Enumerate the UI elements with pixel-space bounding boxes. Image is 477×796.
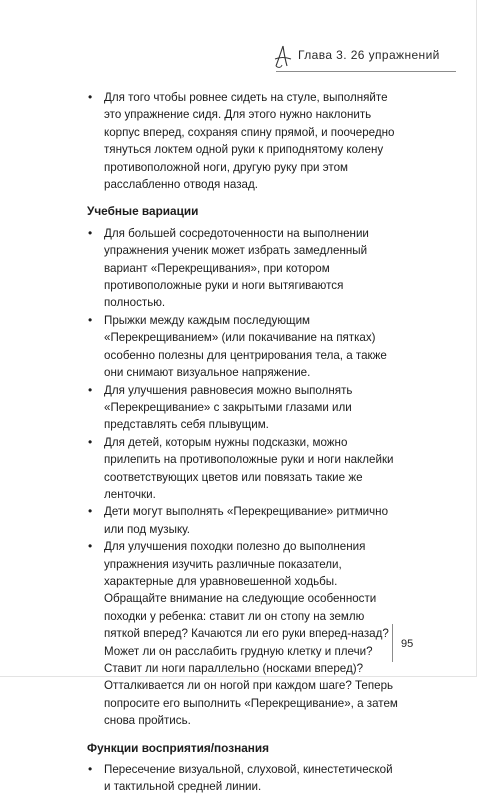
list-item-text: Для большей сосредоточенности на выполнении упражнения ученик может избрать замедленный вариант «Перекрещивания», при котором противоположные руки и ноги вытягиваются полностью. <box>104 226 369 310</box>
list-item <box>87 89 399 193</box>
list-item <box>87 225 399 312</box>
page-number-box <box>392 624 421 662</box>
list-item <box>87 382 399 434</box>
section-heading: Функции восприятия/познания <box>87 740 270 755</box>
bullet-icon: • <box>88 90 93 104</box>
intro-list <box>87 89 399 193</box>
section-heading: Учебные вариации <box>87 204 199 219</box>
list-item-text: Для улучшения равновесия можно выполнять «Перекрещивание» с закрытыми глазами или представлять себя плывущим. <box>104 383 353 432</box>
bullet-icon: • <box>88 434 93 449</box>
list-item <box>87 312 399 382</box>
header-rule <box>276 71 456 72</box>
section-list <box>87 225 399 730</box>
bullet-icon: • <box>88 312 93 327</box>
list-item <box>87 761 399 796</box>
list-item-text: Для детей, которым нужны подсказки, можно прилепить на противоположные руки и ноги наклейки соответствующих цветов или повязать такие же ленточки. <box>104 435 394 501</box>
page-number: 95 <box>401 638 414 650</box>
section-list <box>87 761 399 796</box>
bullet-icon: • <box>88 762 93 777</box>
list-item-text: Дети могут выполнять «Перекрещивание» ритмично или под музыку. <box>104 505 389 536</box>
chapter-title: Глава 3. 26 упражнений <box>298 48 440 62</box>
page-content <box>87 89 399 796</box>
list-item <box>87 503 399 538</box>
bullet-icon: • <box>88 225 93 240</box>
list-item-text: Для того чтобы ровнее сидеть на стуле, выполняйте это упражнение сидя. Для этого нужно наклонить корпус вперед, сохраняя спину прямой, и поочередно тянуться локтем одной руки к приподнятому колену противоположной ноги, другую руку при этом расслабленно отводя назад. <box>104 91 395 192</box>
list-item-text: Пересечение визуальной, слуховой, кинестетической и тактильной средней линии. <box>104 763 393 794</box>
chapter-ornament-icon <box>272 44 294 70</box>
list-item <box>87 434 399 504</box>
bullet-icon: • <box>88 539 93 554</box>
running-header <box>276 48 456 70</box>
bullet-icon: • <box>88 382 93 397</box>
list-item-text: Прыжки между каждым последующим «Перекрещиванием» (или покачивание на пятках) особенно полезны для центрирования тела, а также они снимают визуальное напряжение. <box>104 313 387 380</box>
list-item-text: Для улучшения походки полезно до выполнения упражнения изучить различные показатели, характерные для уравновешенной ходьбы. Обращайте внимание на следующие особенности походки у ребенка: ставит ли он стопу на землю пяткой вперед? Качаются ли его руки вперед-назад? Может ли он расслабить грудную клетку и плечи? Ставит ли ноги параллельно (носками вперед)? Отталкивается ли он ногой при каждом шаге? Теперь попросите его выполнить «Перекрещивание», а затем снова пройтись. <box>104 540 398 728</box>
bullet-icon: • <box>88 504 93 519</box>
list-item <box>87 538 399 729</box>
